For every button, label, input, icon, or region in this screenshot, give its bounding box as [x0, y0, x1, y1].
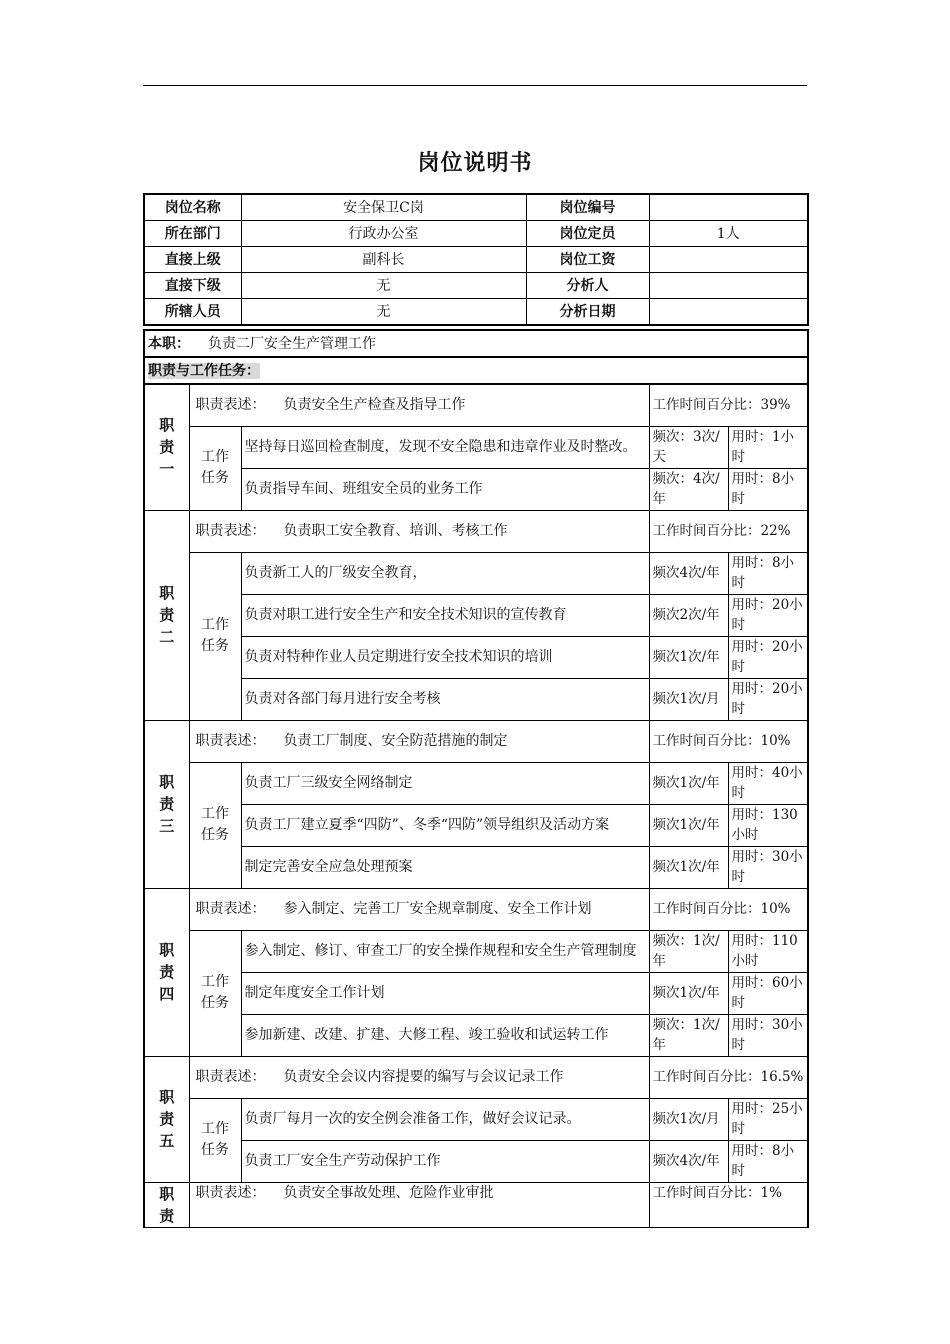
task-frequency: 频次1次/年: [649, 846, 728, 888]
task-duration: 用时：25小时: [728, 1098, 808, 1140]
duty-label-char: 职: [159, 584, 175, 602]
task-row: [144, 804, 808, 846]
duty-label-char: 责: [159, 606, 175, 624]
duty-description-row: [144, 384, 808, 426]
task-frequency: 频次4次/年: [649, 552, 728, 594]
info-value: [649, 247, 808, 273]
info-row: [144, 273, 808, 299]
duty-description: [189, 510, 649, 552]
task-frequency: 频次：4次/年: [649, 468, 728, 510]
duty-description-row: [144, 888, 808, 930]
info-label: 所辖人员: [144, 299, 241, 326]
duty-label-char: 一: [159, 460, 175, 479]
task-text: 负责对职工进行安全生产和安全技术知识的宣传教育: [241, 594, 649, 636]
task-group-label-line: 工作: [201, 449, 229, 465]
task-row: [144, 678, 808, 720]
position-info-table: [143, 193, 809, 326]
task-row: [144, 762, 808, 804]
duty-label-char: 职: [159, 941, 175, 959]
task-text: 坚持每日巡回检查制度，发现不安全隐患和违章作业及时整改。: [241, 426, 649, 468]
duty-label-char: 责: [159, 963, 175, 981]
duty-label: [144, 720, 189, 888]
task-row: [144, 930, 808, 972]
task-duration: 用时：8小时: [728, 468, 808, 510]
info-label: 所在部门: [144, 221, 241, 247]
task-text: 制定完善安全应急处理预案: [241, 846, 649, 888]
duty-label: [144, 888, 189, 1056]
duty-description: [189, 1182, 649, 1227]
task-group-label-line: 任务: [201, 995, 229, 1011]
task-row: [144, 1098, 808, 1140]
responsibilities-header: 职责与工作任务：: [148, 362, 260, 379]
duty-label-char: 责: [159, 438, 175, 457]
task-duration: 用时：8小时: [728, 552, 808, 594]
task-group-label-line: 任务: [201, 827, 229, 843]
task-group-label-line: 工作: [201, 1121, 229, 1137]
task-frequency: 频次4次/年: [649, 1140, 728, 1182]
task-frequency: 频次1次/年: [649, 636, 728, 678]
task-group-label-line: 任务: [201, 1142, 229, 1158]
duty-time-percentage: 工作时间百分比：39%: [649, 384, 808, 426]
duty-time-percentage: 工作时间百分比：16.5%: [649, 1056, 808, 1098]
task-frequency: 频次：1次/年: [649, 930, 728, 972]
task-text: 负责对各部门每月进行安全考核: [241, 678, 649, 720]
task-duration: 用时：20小时: [728, 636, 808, 678]
duty-description-text: 负责安全会议内容提要的编写与会议记录工作: [283, 1069, 564, 1085]
task-group-label: [189, 930, 241, 1056]
info-label: 直接下级: [144, 273, 241, 299]
duty-label-char: 责: [159, 795, 175, 813]
duty-label-char: 责: [159, 1206, 175, 1225]
duty-description-text: 负责工厂制度、安全防范措施的制定: [283, 733, 508, 749]
duty-description-row: [144, 1056, 808, 1098]
task-text: 负责厂每月一次的安全例会准备工作，做好会议记录。: [241, 1098, 649, 1140]
task-duration: 用时：1小时: [728, 426, 808, 468]
duty-description-row: [144, 720, 808, 762]
info-value: 无: [241, 299, 526, 326]
task-text: 制定年度安全工作计划: [241, 972, 649, 1014]
task-group-label-line: 任务: [201, 638, 229, 654]
task-text: 负责工厂建立夏季“四防”、冬季“四防”领导组织及活动方案: [241, 804, 649, 846]
task-row: [144, 594, 808, 636]
task-group-label-line: 工作: [201, 974, 229, 990]
task-frequency: 频次：1次/年: [649, 1014, 728, 1056]
task-text: 负责工厂安全生产劳动保护工作: [241, 1140, 649, 1182]
task-text: 参入制定、修订、审查工厂的安全操作规程和安全生产管理制度: [241, 930, 649, 972]
duty-description-text: 参入制定、完善工厂安全规章制度、安全工作计划: [283, 901, 592, 917]
duty-label: [144, 1182, 189, 1227]
duty-description-text: 负责安全生产检查及指导工作: [283, 397, 466, 414]
info-row: [144, 247, 808, 273]
task-duration: 用时：30小时: [728, 846, 808, 888]
main-duty-cell: [144, 330, 808, 357]
header-rule: [143, 85, 807, 86]
info-label: 分析日期: [526, 299, 649, 326]
duty-description: [189, 384, 649, 426]
duty-description-row: [144, 1182, 808, 1227]
task-duration: 用时：30小时: [728, 1014, 808, 1056]
task-frequency: 频次1次/月: [649, 1098, 728, 1140]
task-text: 负责新工人的厂级安全教育，: [241, 552, 649, 594]
task-group-label-line: 工作: [201, 806, 229, 822]
task-group-label: [189, 762, 241, 888]
duty-label-char: 四: [159, 985, 175, 1003]
task-text: 负责对特种作业人员定期进行安全技术知识的培训: [241, 636, 649, 678]
duty-description-text: 负责职工安全教育、培训、考核工作: [283, 523, 508, 539]
duty-description: [189, 720, 649, 762]
duty-description-label: 职责表述：: [195, 397, 266, 414]
duty-description: [189, 888, 649, 930]
main-duty-text: 负责二厂安全生产管理工作: [208, 335, 376, 352]
task-text: 参加新建、改建、扩建、大修工程、竣工验收和试运转工作: [241, 1014, 649, 1056]
task-duration: 用时：8小时: [728, 1140, 808, 1182]
task-row: [144, 426, 808, 468]
task-frequency: 频次1次/年: [649, 804, 728, 846]
duty-time-percentage: 工作时间百分比：1%: [649, 1182, 808, 1227]
responsibilities-header-cell: [144, 357, 808, 384]
info-value: 1人: [649, 221, 808, 247]
duty-description-text: 负责安全事故处理、危险作业审批: [283, 1184, 494, 1201]
task-group-label: [189, 1098, 241, 1182]
duty-time-percentage: 工作时间百分比：10%: [649, 888, 808, 930]
duties-table: [143, 329, 809, 1228]
task-row: [144, 1140, 808, 1182]
task-text: 负责指导车间、班组安全员的业务工作: [241, 468, 649, 510]
main-duty-row: [144, 330, 808, 357]
info-value: [649, 194, 808, 221]
duty-description-label: 职责表述：: [195, 733, 266, 749]
task-frequency: 频次2次/年: [649, 594, 728, 636]
task-row: [144, 846, 808, 888]
task-row: [144, 1014, 808, 1056]
info-row: [144, 221, 808, 247]
task-duration: 用时：130小时: [728, 804, 808, 846]
task-row: [144, 636, 808, 678]
duty-label-char: 三: [159, 817, 175, 835]
info-label: 岗位工资: [526, 247, 649, 273]
task-duration: 用时：60小时: [728, 972, 808, 1014]
task-duration: 用时：20小时: [728, 678, 808, 720]
duty-description-label: 职责表述：: [195, 901, 266, 917]
duty-label-char: 二: [159, 628, 175, 646]
task-duration: 用时：20小时: [728, 594, 808, 636]
task-text: 负责工厂三级安全网络制定: [241, 762, 649, 804]
task-frequency: 频次1次/月: [649, 678, 728, 720]
info-label: 直接上级: [144, 247, 241, 273]
task-frequency: 频次1次/年: [649, 972, 728, 1014]
task-duration: 用时：40小时: [728, 762, 808, 804]
info-value: 行政办公室: [241, 221, 526, 247]
duty-label: [144, 510, 189, 720]
duty-label-char: 职: [159, 1088, 175, 1106]
info-value: [649, 299, 808, 326]
info-value: 副科长: [241, 247, 526, 273]
info-value: 无: [241, 273, 526, 299]
task-group-label: [189, 552, 241, 720]
duty-label-char: 职: [159, 416, 175, 435]
duty-label-char: 职: [159, 773, 175, 791]
duty-description-label: 职责表述：: [195, 523, 266, 539]
info-row: [144, 194, 808, 221]
duty-label-char: 职: [159, 1184, 175, 1203]
info-value: [649, 273, 808, 299]
responsibilities-header-row: [144, 357, 808, 384]
duty-description-row: [144, 510, 808, 552]
task-duration: 用时：110小时: [728, 930, 808, 972]
info-label: 岗位名称: [144, 194, 241, 221]
task-row: [144, 972, 808, 1014]
duty-time-percentage: 工作时间百分比：10%: [649, 720, 808, 762]
task-group-label-line: 工作: [201, 617, 229, 633]
info-label: 岗位编号: [526, 194, 649, 221]
task-frequency: 频次：3次/天: [649, 426, 728, 468]
task-frequency: 频次1次/年: [649, 762, 728, 804]
info-label: 分析人: [526, 273, 649, 299]
duty-label: [144, 384, 189, 510]
task-row: [144, 552, 808, 594]
duty-description-label: 职责表述：: [195, 1069, 266, 1085]
task-group-label: [189, 426, 241, 510]
duty-label-char: 责: [159, 1110, 175, 1128]
duty-time-percentage: 工作时间百分比：22%: [649, 510, 808, 552]
duty-description: [189, 1056, 649, 1098]
info-row: [144, 299, 808, 326]
duty-label-char: 五: [159, 1132, 175, 1150]
duty-description-label: 职责表述：: [195, 1184, 266, 1201]
document-title: 岗位说明书: [417, 151, 533, 176]
main-duty-label: 本职：: [148, 335, 190, 352]
info-value: 安全保卫C岗: [241, 194, 526, 221]
info-label: 岗位定员: [526, 221, 649, 247]
duty-label: [144, 1056, 189, 1182]
task-group-label-line: 任务: [201, 470, 229, 486]
task-row: [144, 468, 808, 510]
